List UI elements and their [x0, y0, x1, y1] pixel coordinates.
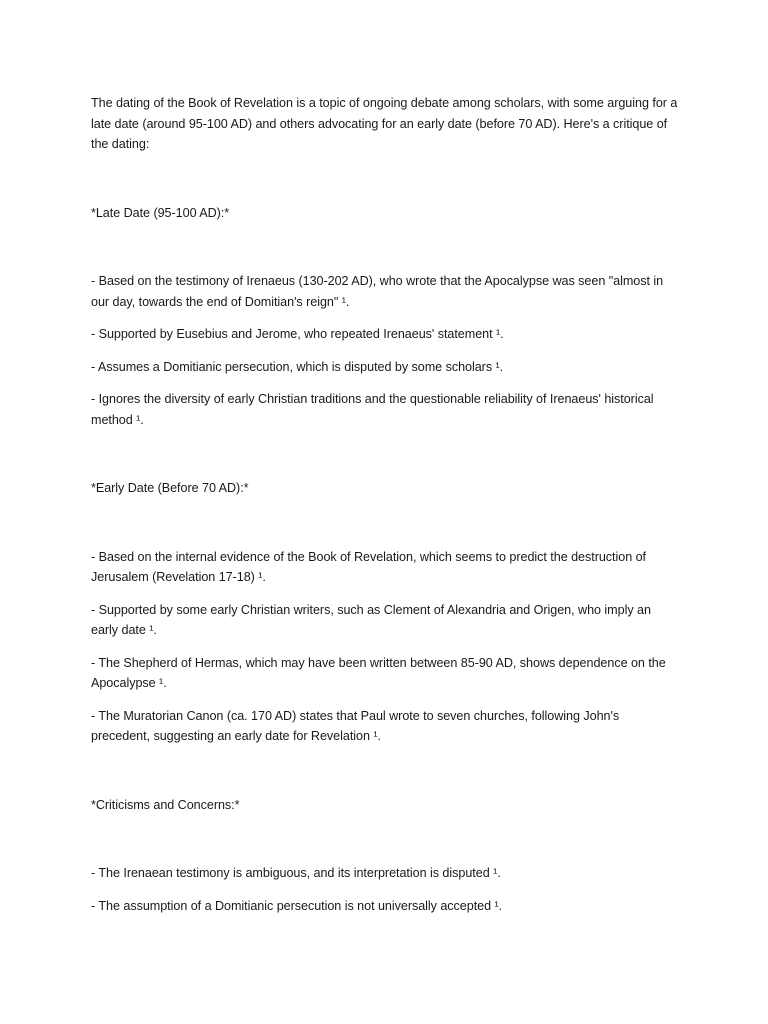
list-item: - Supported by some early Christian writers, such as Clement of Alexandria and Origen, who imply an early date ¹. [91, 602, 651, 637]
list-item: - The Irenaean testimony is ambiguous, and its interpretation is disputed ¹. [91, 866, 501, 880]
list-item: - The Shepherd of Hermas, which may have been written between 85-90 AD, shows dependence on the Apocalypse ¹. [91, 655, 666, 690]
document-body [91, 93, 681, 928]
list-item: - Supported by Eusebius and Jerome, who repeated Irenaeus' statement ¹. [91, 327, 504, 341]
list-item: - Ignores the diversity of early Christian traditions and the questionable reliability of Irenaeus' historical method ¹. [91, 392, 654, 427]
list-item: - Based on the testimony of Irenaeus (130-202 AD), who wrote that the Apocalypse was seen "almost in our day, towards the end of Domitian's reign" ¹. [91, 274, 664, 309]
section-heading-criticisms: *Criticisms and Concerns:* [91, 797, 240, 812]
list-item: - The assumption of a Domitianic persecution is not universally accepted ¹. [91, 898, 503, 913]
intro-paragraph: The dating of the Book of Revelation is a topic of ongoing debate among scholars, with some arguing for a late date (around 95-100 AD) and others advocating for an early date (before 70 AD). Here's a critique of the dating: [91, 96, 678, 151]
section-heading-early-date: *Early Date (Before 70 AD):* [91, 481, 249, 495]
list-item: - The Muratorian Canon (ca. 170 AD) states that Paul wrote to seven churches, following John's precedent, suggesting an early date for Revelation ¹. [91, 708, 620, 743]
section-heading-late-date: *Late Date (95-100 AD):* [91, 205, 230, 220]
list-item: - Based on the internal evidence of the Book of Revelation, which seems to predict the destruction of Jerusalem (Revelation 17-18) ¹. [91, 549, 646, 584]
list-item: - Assumes a Domitianic persecution, which is disputed by some scholars ¹. [91, 359, 504, 374]
